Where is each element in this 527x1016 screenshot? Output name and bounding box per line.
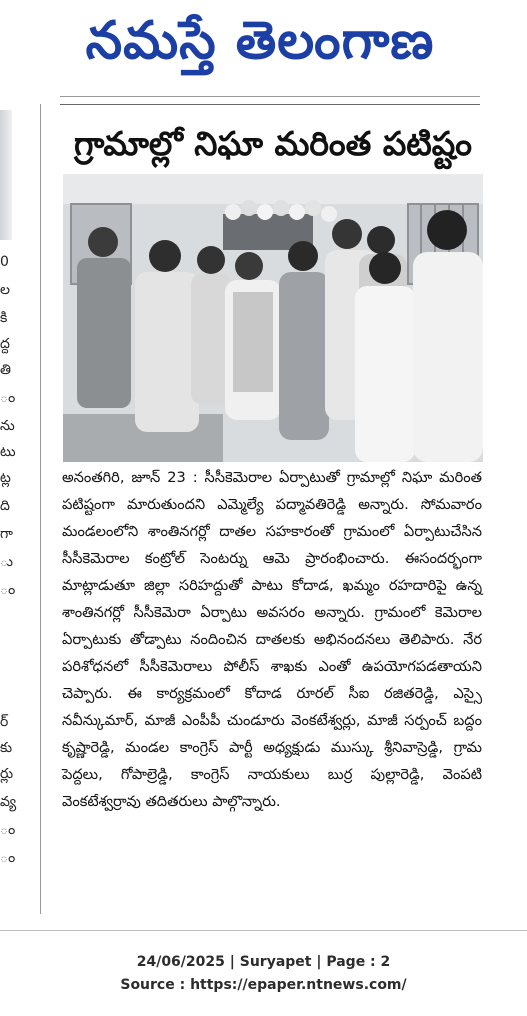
fragment: ర్లు — [0, 766, 14, 782]
masthead-title: నమస్తే తెలంగాణ — [85, 11, 435, 71]
fragment: వ్య — [0, 794, 17, 810]
fragment: 0 — [0, 254, 9, 270]
footer-divider — [0, 930, 527, 931]
fragment: ం — [0, 822, 16, 838]
article-headline: గ్రామాల్లో నిఘా మరింత పటిష్టం — [73, 124, 473, 163]
fragment: తి — [0, 362, 11, 378]
fragment: ం — [0, 850, 16, 866]
fragment: ల — [0, 282, 10, 298]
adjacent-column-fragments — [0, 104, 17, 924]
fragment: కి — [0, 310, 8, 326]
fragment: ం — [0, 582, 16, 598]
fragment: టు — [0, 444, 16, 460]
fragment: ర్ — [0, 714, 9, 730]
fragment: ది — [0, 498, 10, 514]
article-photo — [63, 174, 483, 462]
article-body: అనంతగిరి, జూన్ 23 : సీసీకెమెరాల ఏర్పాటుతో గ్రామాల్లో నిఘా మరింత పటిష్టంగా మారుతుందని ఎమ్మెల్యే పద్మావతిరెడ్డి అన్నారు. సోమవారం మండలంలోని శాంతినగర్లో దాతల సహకారంతో గ్రామంలో ఏర్పాటుచేసిన సీసీకెమెరాల కంట్రోల్ సెంటర్ను ఆమె ప్రారంభించారు. ఈసందర్భంగా మాట్లాడుతూ జిల్లా సరిహద్దుతో పాటు కోదాడ, ఖమ్మం రహదారిపై ఉన్న శాంతినగర్లో సీసీకెమెరా ఏర్పాటు అవసరం అన్నారు. గ్రామంలో కెమెరాల ఏర్పాటుకు తోడ్పాటు నందించిన దాతలకు అభినందనలు తెలిపారు. నేర పరిశోధనలో సీసీకెమెరాలు పోలీస్ శాఖకు ఎంతో ఉపయోగపడతాయని చెప్పారు. ఈ కార్యక్రమంలో కోదాడ రూరల్ సీఐ రజితరెడ్డి, ఎస్సై నవీన్కుమార్, మాజీ ఎంపీపీ చుండూరు వెంకటేశ్వర్లు, మాజీ సర్పంచ్ బద్దం కృష్ణారెడ్డి, మండల కాంగ్రెస్ పార్టీ అధ్యక్షుడు ముస్కు శ్రీనివాస్రెడ్డి, గ్రామ పెద్దలు, గోపాల్రెడ్డి, కాంగ్రెస్ నాయకులు బుర్ర పుల్లారెడ్డి, వెంపటి వెంకటేశ్వర్రావు తదితరులు పాల్గొన్నారు. — [62, 469, 482, 810]
column-divider — [40, 104, 41, 914]
masthead-divider — [60, 96, 480, 97]
fragment: ను — [0, 418, 15, 434]
fragment: గా — [0, 526, 13, 542]
edition-info: 24/06/2025 | Suryapet | Page : 2 — [136, 954, 391, 970]
fragment: కు — [0, 740, 13, 756]
source-link[interactable]: Source : https://epaper.ntnews.com/ — [120, 977, 407, 993]
fragment: ం — [0, 390, 16, 406]
masthead-divider-lower — [60, 104, 480, 105]
fragment: ట్ల — [0, 470, 11, 486]
fragment: ు — [0, 554, 13, 570]
fragment: ద్ద — [0, 336, 10, 352]
